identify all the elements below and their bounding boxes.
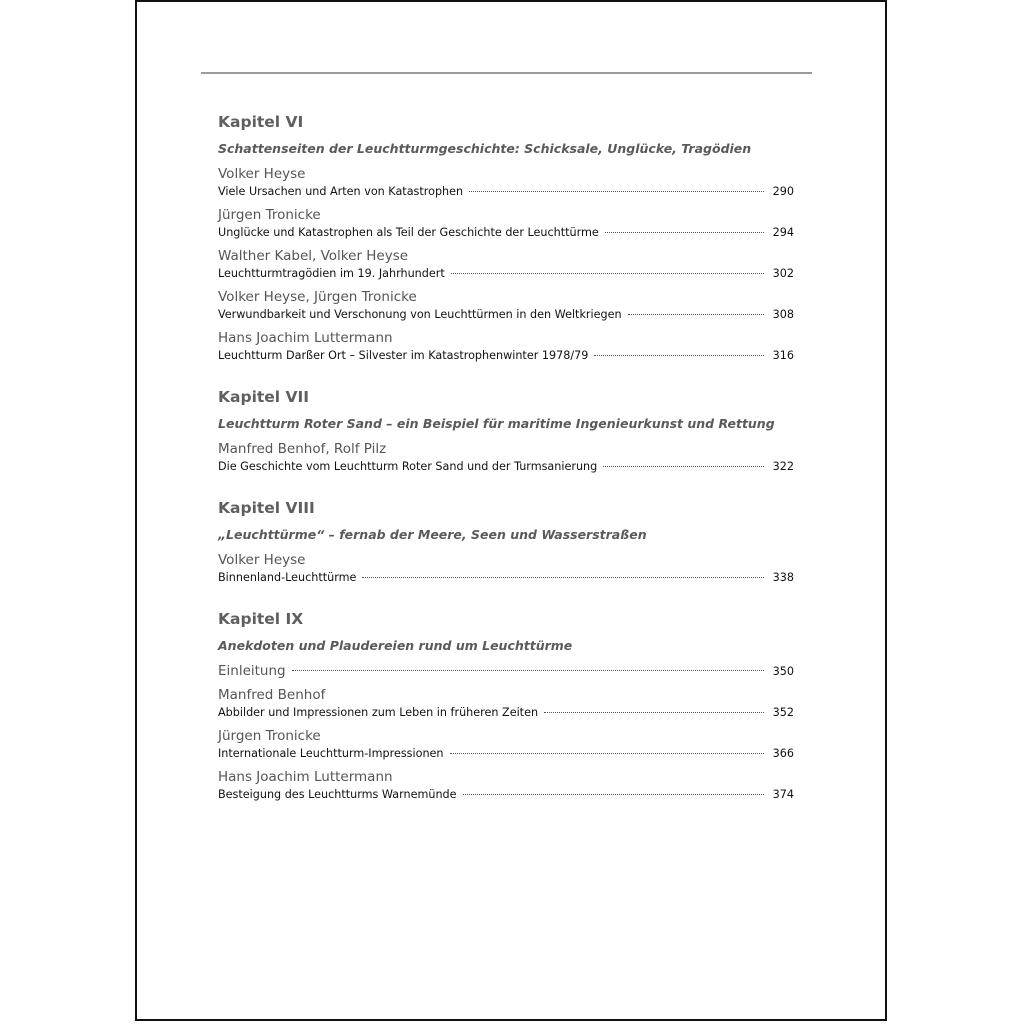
entry-line <box>218 307 794 322</box>
entry-title: Leuchtturm Darßer Ort – Silvester im Katastrophenwinter 1978/79 <box>218 349 589 362</box>
chapter-title: Kapitel VII <box>218 388 310 406</box>
dot-leader <box>544 712 764 713</box>
toc-entry[interactable] <box>218 166 794 199</box>
toc-entry[interactable] <box>218 552 794 585</box>
entry-author: Jürgen Tronicke <box>218 728 321 744</box>
dot-leader <box>603 466 764 467</box>
dot-leader <box>628 314 764 315</box>
header-rule <box>201 72 812 74</box>
dot-leader <box>469 191 764 192</box>
toc-entry[interactable] <box>218 207 794 240</box>
entry-line <box>218 746 794 761</box>
chapter-subtitle: Leuchtturm Roter Sand – ein Beispiel für maritime Ingenieurkunst und Rettung <box>218 416 775 431</box>
page-number: 352 <box>772 706 794 719</box>
intro-label: Einleitung <box>218 663 286 679</box>
dot-leader <box>463 794 764 795</box>
dot-leader <box>594 355 764 356</box>
toc-entry[interactable] <box>218 441 794 474</box>
entry-line <box>218 184 794 199</box>
page-number: 294 <box>772 226 794 239</box>
table-of-contents <box>218 112 794 826</box>
toc-entry[interactable] <box>218 687 794 720</box>
dot-leader <box>451 273 764 274</box>
chapter-title: Kapitel VI <box>218 113 304 131</box>
entry-title: Internationale Leuchtturm-Impressionen <box>218 747 444 760</box>
entry-line <box>218 705 794 720</box>
page-number: 308 <box>772 308 794 321</box>
entry-title: Viele Ursachen und Arten von Katastrophen <box>218 185 464 198</box>
page-number: 290 <box>772 185 794 198</box>
chapter-subtitle: Schattenseiten der Leuchtturmgeschichte: Schicksale, Unglücke, Tragödien <box>218 141 752 156</box>
entry-title: Verwundbarkeit und Verschonung von Leuchttürmen in den Weltkriegen <box>218 308 622 321</box>
entry-title: Die Geschichte vom Leuchtturm Roter Sand und der Turmsanierung <box>218 460 598 473</box>
entry-line <box>218 225 794 240</box>
chapter-section <box>218 609 794 802</box>
toc-entry[interactable] <box>218 728 794 761</box>
entry-author: Hans Joachim Luttermann <box>218 330 393 346</box>
toc-entry[interactable] <box>218 769 794 802</box>
dot-leader <box>362 577 764 578</box>
dot-leader <box>605 232 764 233</box>
page-number: 338 <box>772 571 794 584</box>
entry-line <box>218 787 794 802</box>
chapter-subtitle: „Leuchttürme“ – fernab der Meere, Seen und Wasserstraßen <box>218 527 647 542</box>
dot-leader <box>450 753 764 754</box>
entry-author: Hans Joachim Luttermann <box>218 769 393 785</box>
entry-title: Binnenland-Leuchttürme <box>218 571 357 584</box>
dot-leader <box>292 670 764 671</box>
entry-title: Besteigung des Leuchtturms Warnemünde <box>218 788 457 801</box>
toc-entry[interactable] <box>218 330 794 363</box>
chapter-section <box>218 112 794 363</box>
entry-title: Leuchtturmtragödien im 19. Jahrhundert <box>218 267 445 280</box>
document-page <box>135 0 887 1021</box>
page-number: 322 <box>772 460 794 473</box>
entry-author: Manfred Benhof <box>218 687 326 703</box>
toc-entry[interactable] <box>218 289 794 322</box>
entry-author: Volker Heyse <box>218 166 306 182</box>
page-number: 350 <box>772 665 794 678</box>
page-number: 374 <box>772 788 794 801</box>
page-number: 316 <box>772 349 794 362</box>
entry-line <box>218 570 794 585</box>
entry-author: Walther Kabel, Volker Heyse <box>218 248 409 264</box>
entry-line <box>218 348 794 363</box>
entry-title: Unglücke und Katastrophen als Teil der Geschichte der Leuchttürme <box>218 226 599 239</box>
toc-entry[interactable] <box>218 248 794 281</box>
entry-line <box>218 266 794 281</box>
chapter-section <box>218 498 794 585</box>
entry-author: Volker Heyse, Jürgen Tronicke <box>218 289 417 305</box>
chapter-title: Kapitel IX <box>218 610 304 628</box>
toc-entry-intro[interactable] <box>218 663 794 679</box>
entry-line <box>218 459 794 474</box>
chapter-section <box>218 387 794 474</box>
chapter-subtitle: Anekdoten und Plaudereien rund um Leuchttürme <box>218 638 573 653</box>
page-number: 366 <box>772 747 794 760</box>
entry-title: Abbilder und Impressionen zum Leben in früheren Zeiten <box>218 706 539 719</box>
chapter-title: Kapitel VIII <box>218 499 315 517</box>
entry-author: Jürgen Tronicke <box>218 207 321 223</box>
entry-author: Manfred Benhof, Rolf Pilz <box>218 441 387 457</box>
page-number: 302 <box>772 267 794 280</box>
entry-author: Volker Heyse <box>218 552 306 568</box>
